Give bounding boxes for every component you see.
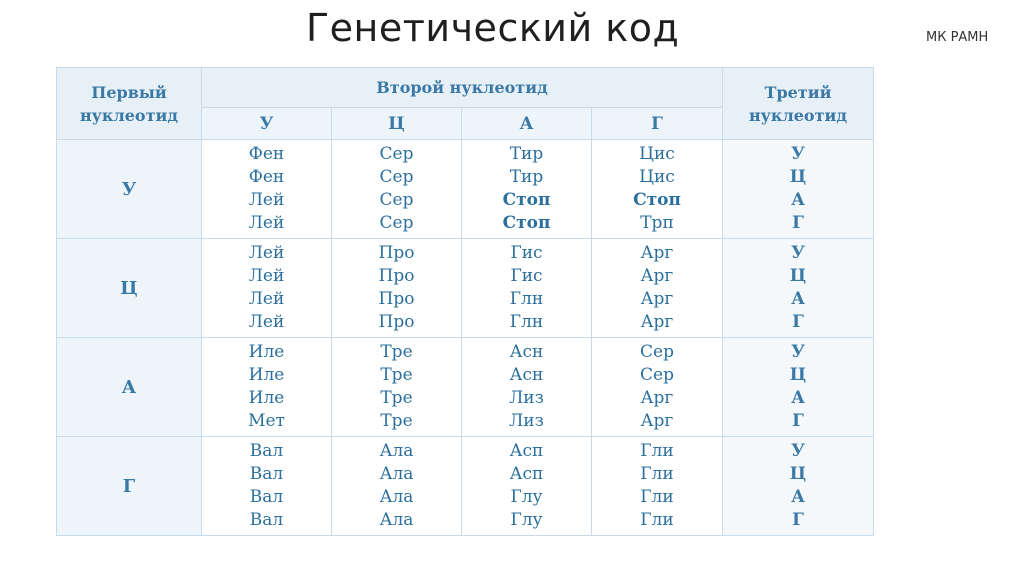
amino-acid: Трп bbox=[640, 213, 674, 233]
amino-acid: Ала bbox=[379, 487, 414, 507]
amino-acid-cell bbox=[332, 239, 462, 338]
first-nucleotide-cell: А bbox=[57, 338, 202, 437]
amino-acid: Лиз bbox=[509, 411, 544, 431]
amino-acid: Арг bbox=[640, 388, 674, 408]
header-third-nucleotide: Третий нуклеотид bbox=[723, 68, 874, 140]
third-letter: Ц bbox=[789, 464, 807, 484]
amino-acid: Асн bbox=[509, 365, 544, 385]
amino-acid: Тре bbox=[380, 342, 413, 362]
amino-acid-cell bbox=[202, 239, 332, 338]
amino-acid: Глу bbox=[510, 510, 543, 530]
second-letter-g: Г bbox=[592, 108, 723, 140]
amino-acid-cell bbox=[332, 338, 462, 437]
second-letter-a: А bbox=[462, 108, 592, 140]
amino-acid: Стоп bbox=[502, 190, 551, 210]
amino-acid: Про bbox=[378, 289, 415, 309]
amino-acid: Вал bbox=[249, 464, 284, 484]
amino-acid: Стоп bbox=[633, 190, 681, 210]
amino-acid: Гли bbox=[640, 464, 674, 484]
amino-acid: Глн bbox=[509, 289, 544, 309]
third-letter: Г bbox=[792, 312, 804, 332]
amino-acid: Глн bbox=[509, 312, 544, 332]
amino-acid: Гис bbox=[510, 266, 543, 286]
amino-acid: Гли bbox=[640, 441, 674, 461]
amino-acid: Иле bbox=[248, 365, 285, 385]
amino-acid: Лей bbox=[248, 289, 285, 309]
amino-acid-cell bbox=[592, 140, 723, 239]
third-letter: А bbox=[791, 388, 805, 408]
first-nucleotide-cell: Г bbox=[57, 437, 202, 536]
amino-acid: Сер bbox=[640, 365, 674, 385]
corner-label: МК РАМН bbox=[926, 30, 989, 45]
amino-acid: Вал bbox=[249, 510, 284, 530]
amino-acid: Арг bbox=[640, 312, 674, 332]
table-row bbox=[57, 239, 874, 338]
amino-acid: Иле bbox=[248, 388, 285, 408]
amino-acid: Стоп bbox=[502, 213, 551, 233]
amino-acid: Про bbox=[378, 312, 415, 332]
amino-acid: Тир bbox=[509, 167, 544, 187]
amino-acid: Ала bbox=[379, 464, 414, 484]
amino-acid: Сер bbox=[379, 167, 414, 187]
amino-acid: Глу bbox=[510, 487, 543, 507]
amino-acid-cell bbox=[332, 140, 462, 239]
second-letter-c: Ц bbox=[332, 108, 462, 140]
amino-acid-cell bbox=[592, 437, 723, 536]
amino-acid: Арг bbox=[640, 266, 674, 286]
third-letter: А bbox=[791, 487, 805, 507]
third-nucleotide-cell bbox=[723, 437, 874, 536]
second-letter-u: У bbox=[202, 108, 332, 140]
third-letter: Г bbox=[792, 510, 804, 530]
amino-acid: Тре bbox=[380, 411, 413, 431]
amino-acid-cell bbox=[462, 338, 592, 437]
first-nucleotide-cell: У bbox=[57, 140, 202, 239]
third-letter: У bbox=[791, 441, 805, 461]
amino-acid: Иле bbox=[248, 342, 285, 362]
amino-acid: Тре bbox=[380, 365, 413, 385]
amino-acid: Арг bbox=[640, 243, 674, 263]
third-letter: Ц bbox=[789, 365, 807, 385]
third-letter: Г bbox=[792, 411, 804, 431]
amino-acid: Лей bbox=[248, 190, 285, 210]
genetic-code-table bbox=[56, 67, 874, 536]
amino-acid: Гли bbox=[640, 487, 674, 507]
amino-acid: Гис bbox=[510, 243, 543, 263]
amino-acid: Фен bbox=[248, 167, 285, 187]
table-row bbox=[57, 437, 874, 536]
amino-acid: Асп bbox=[509, 464, 544, 484]
amino-acid-cell bbox=[462, 239, 592, 338]
amino-acid-cell bbox=[592, 338, 723, 437]
table-row bbox=[57, 140, 874, 239]
amino-acid: Сер bbox=[640, 342, 674, 362]
amino-acid: Цис bbox=[639, 167, 675, 187]
amino-acid-cell bbox=[332, 437, 462, 536]
amino-acid: Вал bbox=[249, 487, 284, 507]
amino-acid: Фен bbox=[248, 144, 285, 164]
amino-acid: Ала bbox=[379, 441, 414, 461]
amino-acid: Асп bbox=[509, 441, 544, 461]
amino-acid: Сер bbox=[379, 144, 414, 164]
amino-acid-cell bbox=[462, 140, 592, 239]
amino-acid: Тре bbox=[380, 388, 413, 408]
amino-acid-cell bbox=[592, 239, 723, 338]
amino-acid: Лей bbox=[248, 243, 285, 263]
header-first-nucleotide: Первый нуклеотид bbox=[57, 68, 202, 140]
amino-acid-cell bbox=[202, 437, 332, 536]
amino-acid: Про bbox=[378, 243, 415, 263]
third-letter: Ц bbox=[789, 167, 807, 187]
amino-acid: Гли bbox=[640, 510, 674, 530]
first-nucleotide-cell: Ц bbox=[57, 239, 202, 338]
third-letter: У bbox=[791, 342, 805, 362]
amino-acid-cell bbox=[202, 338, 332, 437]
amino-acid: Арг bbox=[640, 289, 674, 309]
amino-acid: Про bbox=[378, 266, 415, 286]
amino-acid: Цис bbox=[639, 144, 675, 164]
amino-acid: Сер bbox=[379, 190, 414, 210]
amino-acid: Сер bbox=[379, 213, 414, 233]
header-second-nucleotide: Второй нуклеотид bbox=[202, 68, 723, 108]
amino-acid: Ала bbox=[379, 510, 414, 530]
third-letter: Ц bbox=[789, 266, 807, 286]
third-nucleotide-cell bbox=[723, 338, 874, 437]
amino-acid: Арг bbox=[640, 411, 674, 431]
third-letter: У bbox=[791, 144, 805, 164]
third-letter: У bbox=[791, 243, 805, 263]
amino-acid: Асн bbox=[509, 342, 544, 362]
amino-acid: Лей bbox=[248, 312, 285, 332]
table-body bbox=[57, 140, 874, 536]
slide-title: Генетический код bbox=[306, 6, 680, 50]
amino-acid-cell bbox=[202, 140, 332, 239]
amino-acid: Лей bbox=[248, 266, 285, 286]
third-letter: А bbox=[791, 190, 805, 210]
amino-acid: Тир bbox=[509, 144, 544, 164]
amino-acid: Лей bbox=[248, 213, 285, 233]
amino-acid: Мет bbox=[248, 411, 285, 431]
amino-acid-cell bbox=[462, 437, 592, 536]
third-nucleotide-cell bbox=[723, 239, 874, 338]
table-row bbox=[57, 338, 874, 437]
third-letter: А bbox=[791, 289, 805, 309]
third-nucleotide-cell bbox=[723, 140, 874, 239]
amino-acid: Лиз bbox=[509, 388, 544, 408]
third-letter: Г bbox=[792, 213, 804, 233]
amino-acid: Вал bbox=[249, 441, 284, 461]
